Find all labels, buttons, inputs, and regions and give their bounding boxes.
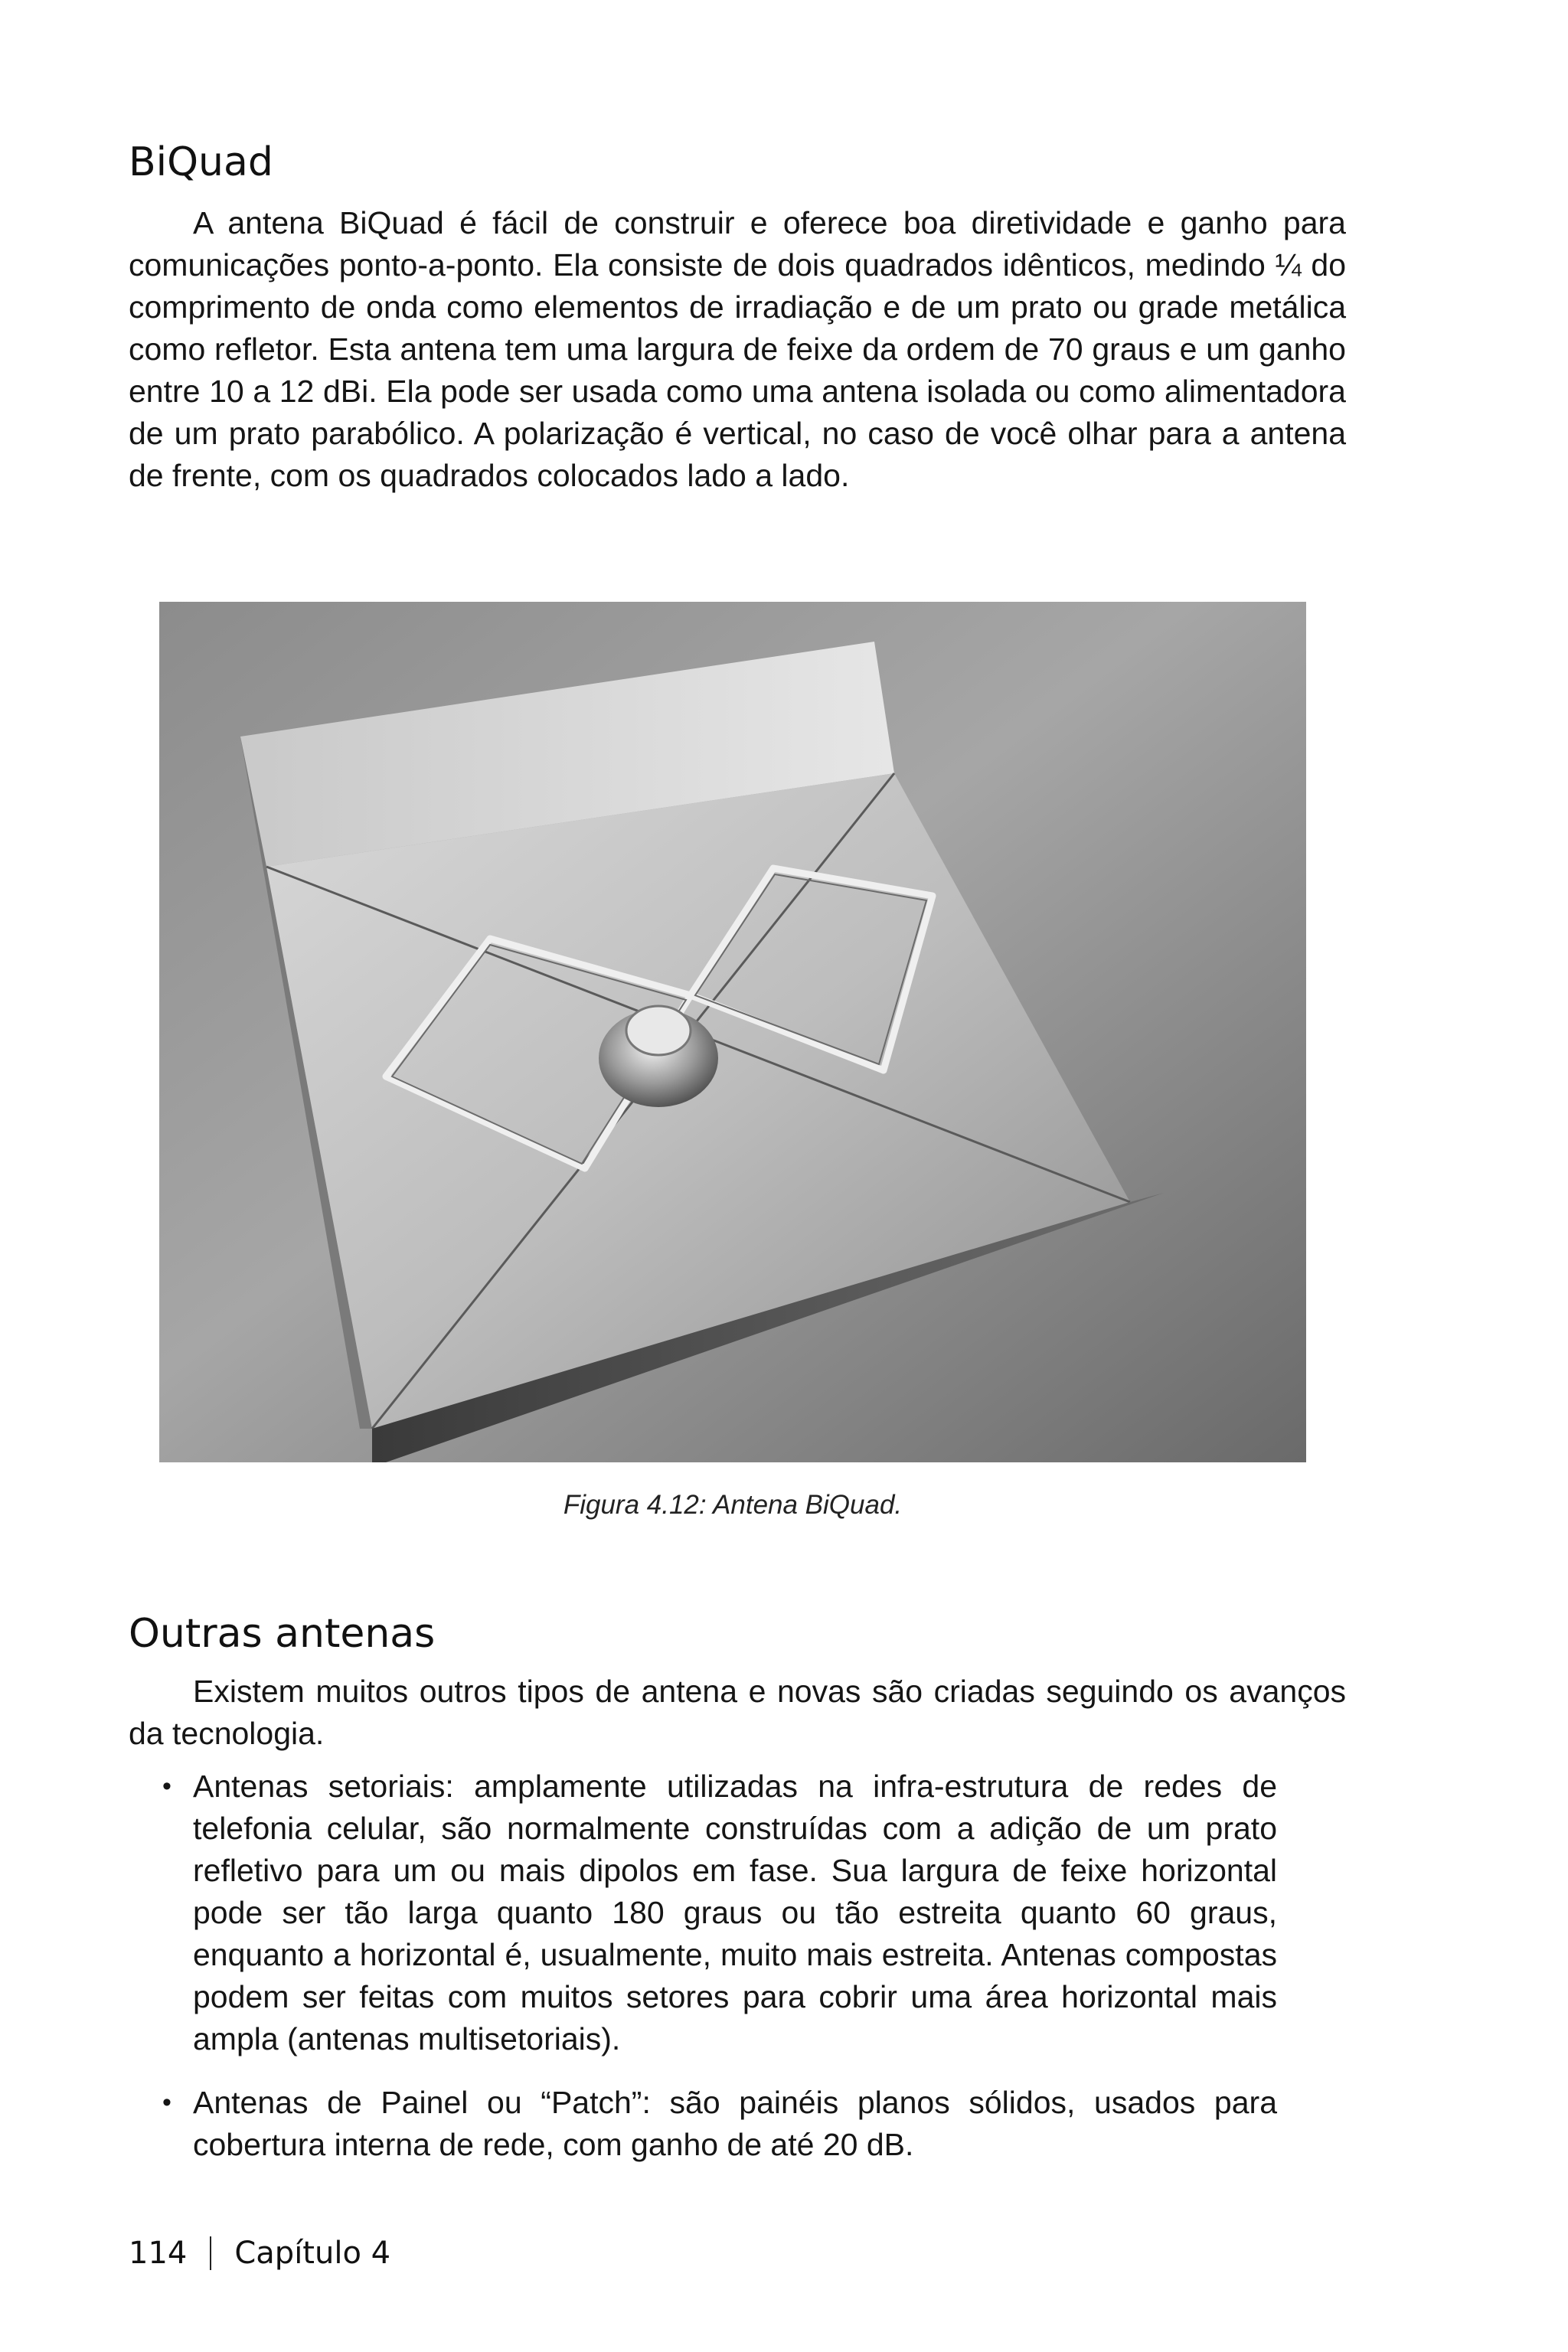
- chapter-label: Capítulo 4: [234, 2236, 391, 2271]
- bullet-icon: •: [162, 2088, 172, 2117]
- figure-caption: Figura 4.12: Antena BiQuad.: [563, 1490, 903, 1520]
- biquad-paragraph: A antena BiQuad é fácil de construir e oferece boa diretividade e ganho para comunicações ponto-a-ponto. Ela consiste de dois quadrados idênticos, medindo ¼ do comprimento de onda como elementos de irradiação e de um prato ou grade metálica como refletor. Esta antena tem uma largura de feixe da ordem de 70 graus e um ganho entre 10 a 12 dBi. Ela pode ser usada como uma antena isolada ou como alimentadora de um prato parabólico. A polarização é vertical, no caso de você olhar para a antena de frente, com os quadrados colocados lado a lado.: [129, 205, 1346, 493]
- section-title-outras-antenas: Outras antenas: [129, 1611, 436, 1657]
- list-item: [129, 2082, 1277, 2166]
- list-item: [129, 1766, 1277, 2060]
- bullet-icon: •: [162, 1772, 172, 1801]
- antenna-types-list: [129, 1766, 1277, 2187]
- section-title-biquad: BiQuad: [129, 139, 273, 185]
- biquad-antenna-photo: [159, 602, 1306, 1462]
- page-number: 114: [129, 2236, 188, 2271]
- footer-divider: [210, 2236, 211, 2270]
- outras-paragraph: Existem muitos outros tipos de antena e novas são criadas seguindo os avanços da tecnologia.: [129, 1674, 1346, 1751]
- list-item-text: Antenas de Painel ou “Patch”: são painéis planos sólidos, usados para cobertura interna de rede, com ganho de até 20 dB.: [193, 2085, 1277, 2162]
- list-item-text: Antenas setoriais: amplamente utilizadas na infra-estrutura de redes de telefonia celular, são normalmente construídas com a adição de um prato refletivo para um ou mais dipolos em fase. Sua largura de feixe horizontal pode ser tão larga quanto 180 graus ou tão estreita quanto 60 graus, enquanto a horizontal é, usualmente, muito mais estreita. Antenas compostas podem ser feitas com muitos setores para cobrir uma área horizontal mais ampla (antenas multisetoriais).: [193, 1769, 1277, 2056]
- page-footer: [129, 2234, 390, 2272]
